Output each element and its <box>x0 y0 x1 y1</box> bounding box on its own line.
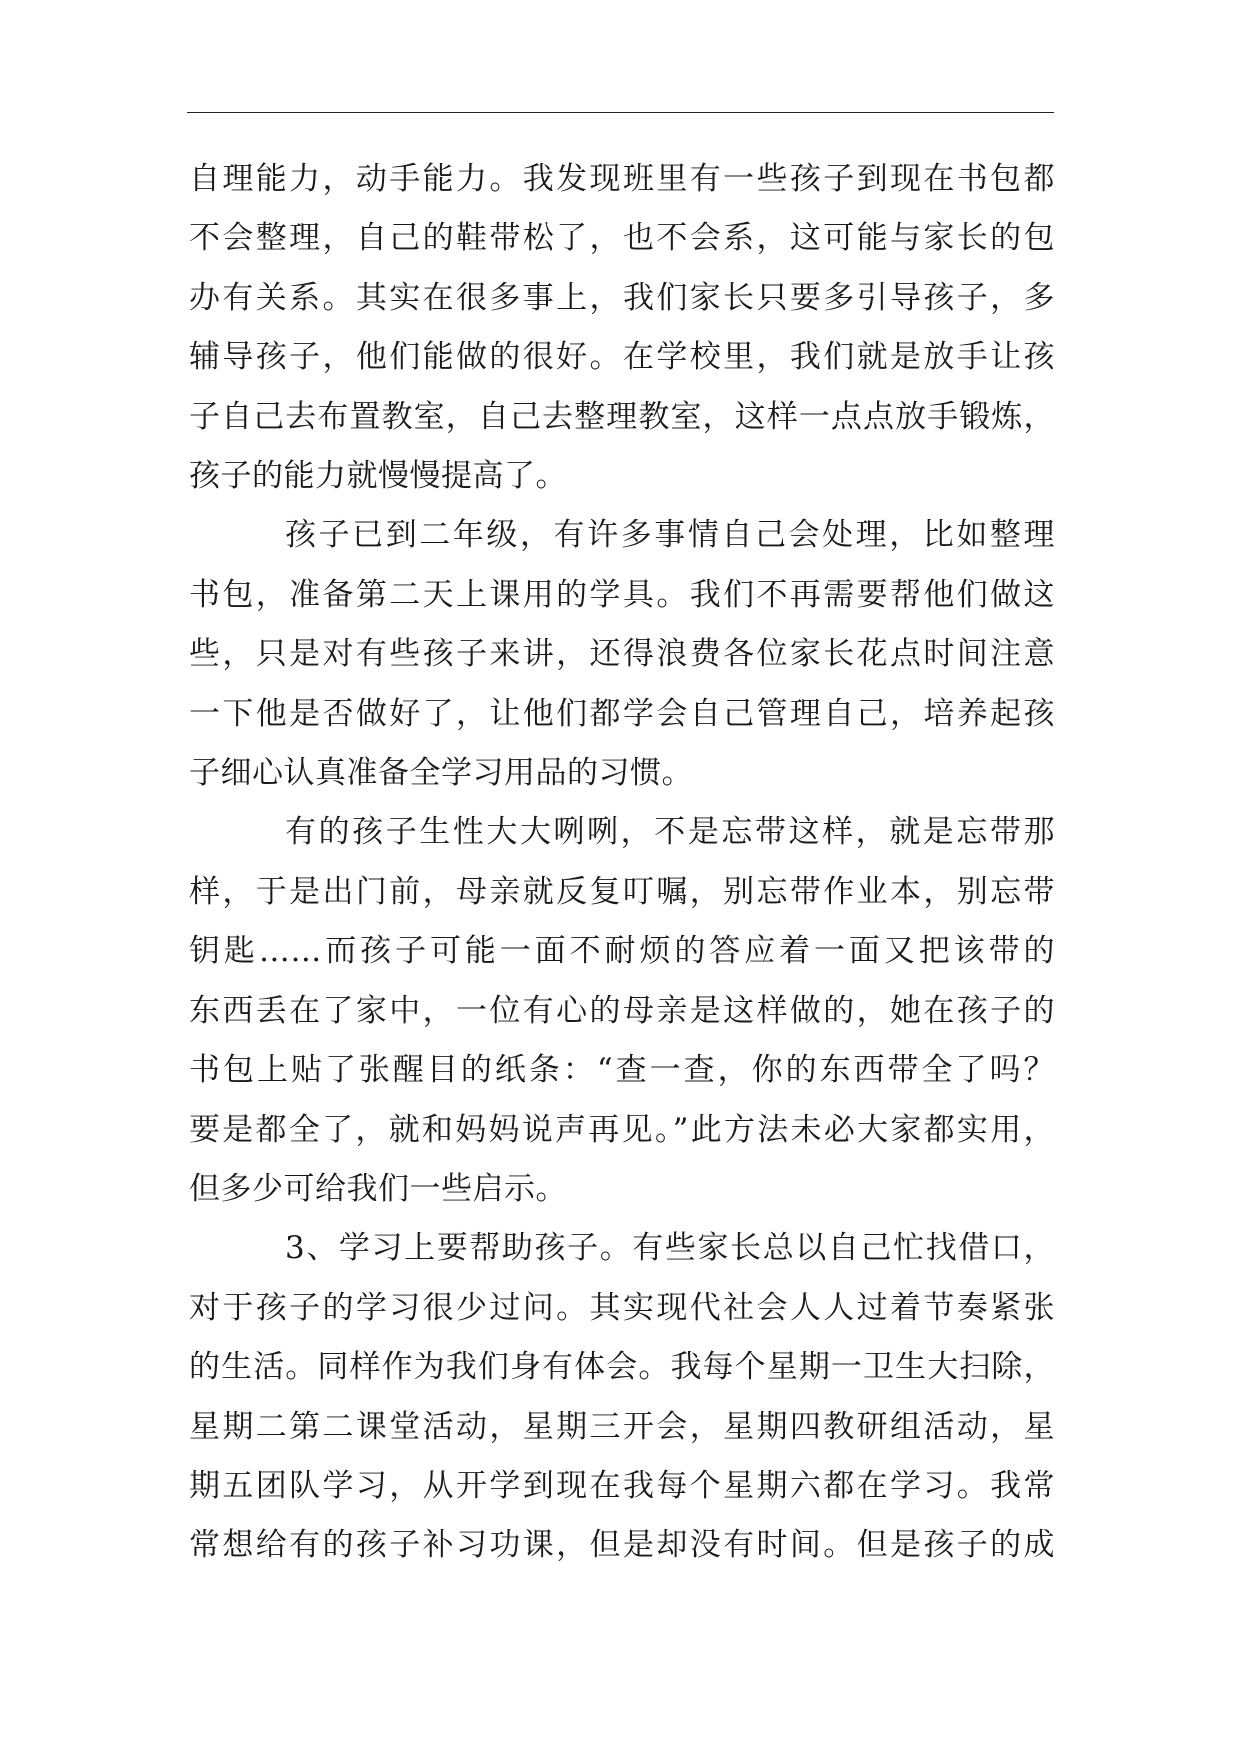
text-line: 自理能力，动手能力。我发现班里有一些孩子到现在书包都 <box>189 161 1055 197</box>
text-line: 要是都全了，就和妈妈说声再见。”此方法未必大家都实用， <box>189 1111 1055 1148</box>
header-rule <box>187 112 1054 113</box>
paragraph-4 <box>189 1219 1055 1575</box>
text-line: 对于孩子的学习很少过问。其实现代社会人人过着节奏紧张 <box>189 1289 1055 1326</box>
text-line: 但多少可给我们一些启示。 <box>189 1170 567 1207</box>
text-line: 书包，准备第二天上课用的学具。我们不再需要帮他们做这 <box>189 576 1055 613</box>
paragraph-1 <box>189 150 1055 506</box>
text-line: 常想给有的孩子补习功课，但是却没有时间。但是孩子的成 <box>189 1527 1055 1564</box>
text-line: 孩子的能力就慢慢提高了。 <box>189 458 567 495</box>
text-line: 些，只是对有些孩子来讲，还得浪费各位家长花点时间注意 <box>189 636 1055 673</box>
text-line: 辅导孩子，他们能做的很好。在学校里，我们就是放手让孩 <box>189 339 1055 376</box>
text-line: 星期二第二课堂活动，星期三开会，星期四教研组活动，星 <box>189 1408 1055 1445</box>
text-line: 一下他是否做好了，让他们都学会自己管理自己，培养起孩 <box>189 695 1055 732</box>
text-line: 样，于是出门前，母亲就反复叮嘱，别忘带作业本，别忘带 <box>189 873 1055 910</box>
text-line: 办有关系。其实在很多事上，我们家长只要多引导孩子，多 <box>189 279 1055 316</box>
text-line: 子细心认真准备全学习用品的习惯。 <box>189 755 693 792</box>
text-line: 有的孩子生性大大咧咧，不是忘带这样，就是忘带那 <box>285 814 1055 851</box>
text-line: 不会整理，自己的鞋带松了，也不会系，这可能与家长的包 <box>189 220 1055 257</box>
text-line: 的生活。同样作为我们身有体会。我每个星期一卫生大扫除， <box>189 1349 1055 1386</box>
text-line: 期五团队学习，从开学到现在我每个星期六都在学习。我常 <box>189 1467 1055 1504</box>
text-line: 子自己去布置教室，自己去整理教室，这样一点点放手锻炼， <box>189 398 1055 435</box>
text-line: 3、学习上要帮助孩子。有些家长总以自己忙找借口， <box>285 1230 1055 1267</box>
text-line: 东西丢在了家中，一位有心的母亲是这样做的，她在孩子的 <box>189 992 1055 1029</box>
text-line: 书包上贴了张醒目的纸条：“查一查，你的东西带全了吗？ <box>189 1052 1055 1089</box>
paragraph-3 <box>189 803 1055 1219</box>
page-body <box>189 150 1055 1576</box>
paragraph-2 <box>189 506 1055 803</box>
text-line: 孩子已到二年级，有许多事情自己会处理，比如整理 <box>285 517 1055 554</box>
text-line: 钥匙……而孩子可能一面不耐烦的答应着一面又把该带的 <box>189 933 1055 970</box>
